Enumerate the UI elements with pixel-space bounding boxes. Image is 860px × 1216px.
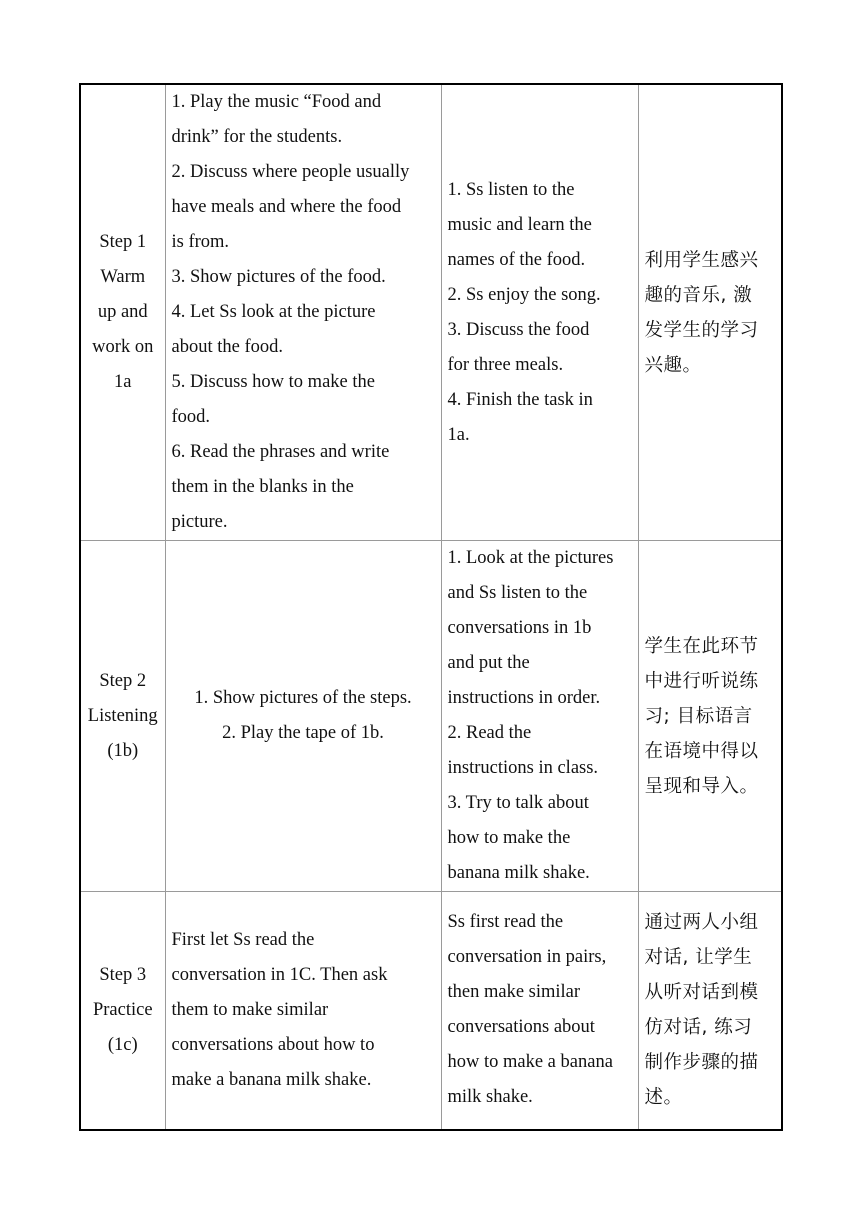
student-line: 3. Discuss the food — [447, 319, 590, 340]
student-line: 4. Finish the task in — [447, 389, 593, 410]
student-line: instructions in class. — [447, 758, 599, 778]
student-line: 2. Read the — [447, 723, 532, 743]
student-line: and Ss listen to the — [447, 583, 588, 603]
student-line: Ss first read the — [447, 912, 564, 933]
teacher-line: conversations about how to — [171, 1034, 375, 1055]
student-line: 1. Look at the pictures — [447, 548, 614, 568]
purpose-line: 兴趣。 — [644, 354, 702, 376]
student-line: 1a. — [447, 424, 470, 445]
student-activity-cell — [441, 84, 638, 541]
purpose-line: 述。 — [644, 1087, 683, 1109]
student-line: conversation in pairs, — [447, 947, 607, 968]
step-cell — [80, 84, 165, 541]
student-line: then make similar — [447, 982, 581, 1003]
teacher-line: drink” for the students. — [171, 127, 343, 147]
purpose-line: 仿对话, 练习 — [644, 1017, 753, 1039]
step-line: Listening — [87, 705, 158, 726]
student-line: conversations about — [447, 1017, 595, 1038]
teacher-line: make a banana milk shake. — [171, 1069, 372, 1090]
purpose-cell — [638, 892, 782, 1130]
teacher-line: picture. — [171, 512, 228, 532]
purpose-line: 通过两人小组 — [644, 912, 759, 934]
step-line: (1b) — [107, 740, 139, 761]
purpose-line: 中进行听说练 — [644, 670, 759, 692]
purpose-line: 制作步骤的描 — [644, 1052, 759, 1074]
teacher-line: First let Ss read the — [171, 929, 315, 950]
teacher-line: 2. Play the tape of 1b. — [222, 723, 384, 743]
student-line: and put the — [447, 653, 530, 673]
student-line: 3. Try to talk about — [447, 793, 589, 813]
step-cell — [80, 892, 165, 1130]
purpose-line: 学生在此环节 — [644, 635, 759, 657]
table-row — [80, 892, 782, 1130]
step-line: Step 2 — [99, 670, 147, 691]
teacher-line: have meals and where the food — [171, 197, 402, 217]
teacher-line: is from. — [171, 232, 230, 252]
teacher-line: 1. Play the music “Food and — [171, 92, 382, 112]
teacher-line: 3. Show pictures of the food. — [171, 267, 386, 287]
student-line: names of the food. — [447, 249, 586, 270]
teacher-activity-cell — [165, 892, 441, 1130]
student-line: milk shake. — [447, 1087, 533, 1108]
student-line: music and learn the — [447, 214, 592, 235]
step-line: up and — [97, 302, 148, 322]
student-line: banana milk shake. — [447, 863, 590, 883]
student-activity-cell — [441, 541, 638, 892]
student-line: for three meals. — [447, 354, 564, 375]
purpose-cell — [638, 541, 782, 892]
student-activity-cell — [441, 892, 638, 1130]
teacher-line: them to make similar — [171, 999, 329, 1020]
table-row — [80, 541, 782, 892]
step-line: 1a — [114, 372, 132, 392]
purpose-line: 趣的音乐, 激 — [644, 284, 753, 306]
purpose-line: 发学生的学习 — [644, 319, 759, 341]
teacher-line: 2. Discuss where people usually — [171, 162, 410, 182]
teacher-line: them in the blanks in the — [171, 477, 354, 497]
purpose-line: 从听对话到模 — [644, 982, 759, 1004]
step-line: (1c) — [107, 1034, 138, 1055]
step-line: Practice — [92, 999, 153, 1020]
purpose-cell — [638, 84, 782, 541]
student-line: 1. Ss listen to the — [447, 179, 575, 200]
teacher-line: conversation in 1C. Then ask — [171, 964, 388, 985]
lesson-plan-table — [79, 83, 783, 1131]
student-line: 2. Ss enjoy the song. — [447, 284, 601, 305]
step-line: Warm — [100, 267, 146, 287]
teacher-line: about the food. — [171, 337, 283, 357]
teacher-activity-cell — [165, 84, 441, 541]
teacher-line: 5. Discuss how to make the — [171, 372, 375, 392]
purpose-line: 对话, 让学生 — [644, 947, 753, 969]
teacher-line: 6. Read the phrases and write — [171, 442, 390, 462]
step-cell — [80, 541, 165, 892]
student-line: how to make the — [447, 828, 571, 848]
teacher-line: food. — [171, 407, 211, 427]
purpose-line: 利用学生感兴 — [644, 249, 759, 271]
student-line: conversations in 1b — [447, 618, 592, 638]
step-line: Step 3 — [99, 964, 147, 985]
teacher-activity-cell — [165, 541, 441, 892]
student-line: instructions in order. — [447, 688, 601, 708]
student-line: how to make a banana — [447, 1052, 613, 1073]
purpose-line: 呈现和导入。 — [644, 775, 759, 797]
step-line: Step 1 — [99, 232, 147, 252]
teacher-line: 1. Show pictures of the steps. — [194, 688, 412, 708]
purpose-line: 习; 目标语言 — [644, 705, 753, 727]
purpose-line: 在语境中得以 — [644, 740, 759, 762]
teacher-line: 4. Let Ss look at the picture — [171, 302, 376, 322]
table-row — [80, 84, 782, 541]
step-line: work on — [92, 337, 154, 357]
